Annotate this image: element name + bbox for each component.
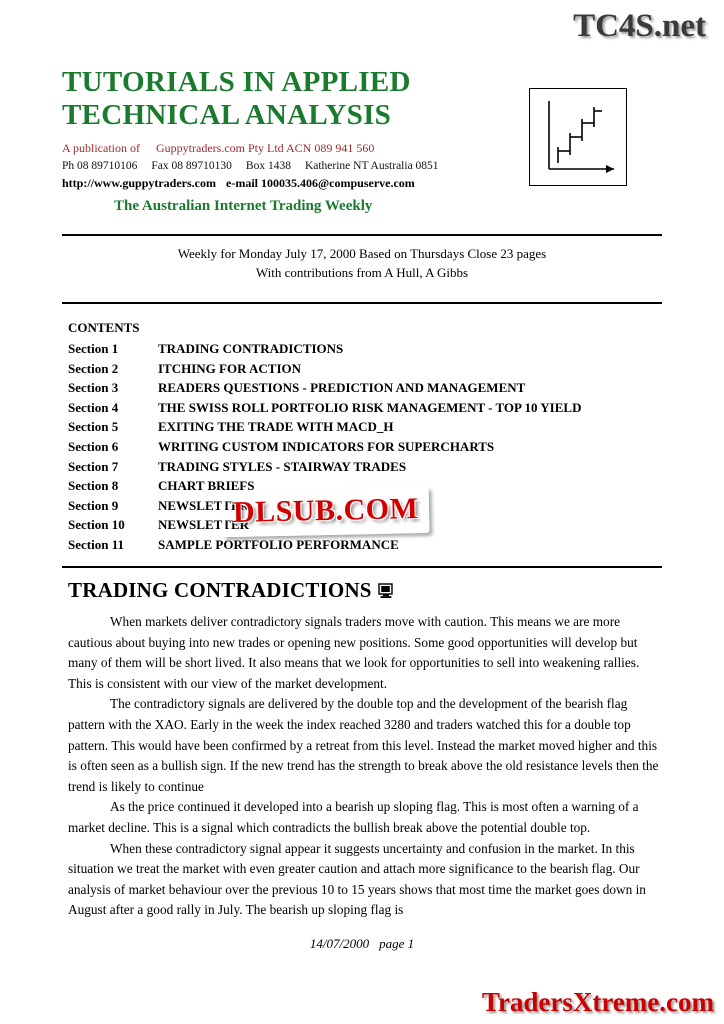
contents-section-label: Section 3 [68, 380, 119, 396]
po-box: Box 1438 [245, 160, 291, 172]
postal-address: Katherine NT Australia 0851 [304, 160, 439, 172]
divider-masthead [62, 234, 662, 236]
contents-section-label: Section 9 [68, 497, 119, 513]
divider-article [62, 566, 662, 568]
phone-number: Ph 08 89710106 [62, 160, 138, 172]
contents-section-title: WRITING CUSTOM INDICATORS FOR SUPERCHARTS [158, 438, 495, 454]
publication-tagline: The Australian Internet Trading Weekly [114, 198, 373, 214]
contents-row[interactable] [68, 398, 668, 418]
contents-section-title: TRADING STYLES - STAIRWAY TRADES [158, 458, 407, 474]
article-paragraph: The contradictory signals are delivered by the double top and the development of the bearish flag pattern with the XAO. Early in the week the index reached 3280 and traders watched this for a double top pattern. This would have been confirmed by a retreat from this level. Instead the market moved higher and this is often seen as a bullish sign. If the new trend has the strength to break above the old resistance levels then the trend is likely to continue [68, 696, 659, 794]
contents-row[interactable] [68, 378, 668, 398]
contents-row[interactable] [68, 535, 668, 555]
issue-line-1: Weekly for Monday July 17, 2000 Based on Thursdays Close 23 pages [177, 246, 547, 261]
contents-row[interactable] [68, 417, 668, 437]
publication-title-line1: TUTORIALS IN APPLIED [62, 66, 411, 98]
contents-section-label: Section 10 [68, 517, 125, 533]
article-title-text: TRADING CONTRADICTIONS [68, 578, 372, 602]
issue-line-2: With contributions from A Hull, A Gibbs [255, 265, 469, 280]
fax-number: Fax 08 89710130 [151, 160, 232, 172]
contents-row[interactable] [68, 457, 668, 477]
publication-title-line2: TECHNICAL ANALYSIS [62, 99, 392, 131]
issue-info [62, 244, 662, 282]
contents-row[interactable] [68, 359, 668, 379]
contents-section-title: TRADING CONTRADICTIONS [158, 341, 344, 356]
contents-row[interactable] [68, 437, 668, 457]
contents-section-title: CHART BRIEFS [158, 478, 255, 494]
article-body [68, 612, 660, 921]
contents-section-label: Section 2 [68, 360, 119, 376]
stairway-chart-logo [529, 88, 627, 186]
contents-section-title: SAMPLE PORTFOLIO PERFORMANCE [158, 536, 399, 552]
email-address[interactable]: e-mail 100035.406@compuserve.com [226, 176, 415, 190]
contents-section-title: THE SWISS ROLL PORTFOLIO RISK MANAGEMENT - TOP 10 YIELD [158, 399, 582, 415]
contents-section-label: Section 5 [68, 419, 119, 435]
article-paragraph: When markets deliver contradictory signals traders move with caution. This means we are more cautious about buying into new trades or opening new positions. Some good opportunities will develop but many of them will be short lived. It also means that we look for opportunities to sell into weakening rallies. This is consistent with our view of the market development. [68, 614, 640, 691]
contents-section-title: ITCHING FOR ACTION [158, 360, 302, 376]
article-paragraph: When these contradictory signal appear it suggests uncertainty and confusion in the market. In this situation we treat the market with even greater caution and attach more significance to the bearish flag. Our analysis of market behaviour over the previous 10 to 15 years shows that most time the market goes down in August after a good rally in July. The bearish up sloping flag is [68, 840, 646, 918]
contents-section-title: READERS QUESTIONS - PREDICTION AND MANAGEMENT [158, 380, 526, 396]
divider-issue [62, 302, 662, 304]
website-url[interactable]: http://www.guppytraders.com [62, 176, 217, 190]
article-title [68, 578, 395, 605]
contents-section-title: NEWSLETTER [158, 497, 250, 513]
footer-date: 14/07/2000 [309, 936, 370, 951]
contents-section-title: NEWSLETTER [158, 517, 250, 533]
contents-section-label: Section 7 [68, 458, 119, 474]
footer-page-number: page 1 [379, 936, 415, 951]
contents-section-label: Section 11 [68, 536, 124, 552]
contents-section-title: EXITING THE TRADE WITH MACD_H [158, 419, 394, 435]
contents-row[interactable] [68, 339, 668, 359]
contents-section-label: Section 8 [68, 478, 119, 494]
watermark-center: DLSUB.COM [222, 487, 430, 537]
contents-section-label: Section 6 [68, 438, 119, 454]
contents-section-label: Section 4 [68, 399, 119, 415]
contents-section-label: Section 1 [68, 341, 119, 356]
article-paragraph: As the price continued it developed into a bearish up sloping flag. This is most often a warning of a market decline. This is a signal which contradicts the bullish break above the potential double top. [68, 799, 639, 835]
watermark-top-right: TC4S.net [573, 8, 706, 44]
publisher-acn: Pty Ltd ACN 089 941 560 [247, 141, 375, 155]
stairway-chart-icon [530, 89, 624, 183]
publication-prefix: A publication of [62, 141, 140, 155]
publisher-name: Guppytraders.com [156, 141, 245, 155]
computer-monitor-icon [378, 580, 395, 605]
watermark-bottom-right: TradersXtreme.com [481, 987, 714, 1017]
page-footer [62, 936, 662, 952]
contents-heading: CONTENTS [68, 320, 140, 335]
